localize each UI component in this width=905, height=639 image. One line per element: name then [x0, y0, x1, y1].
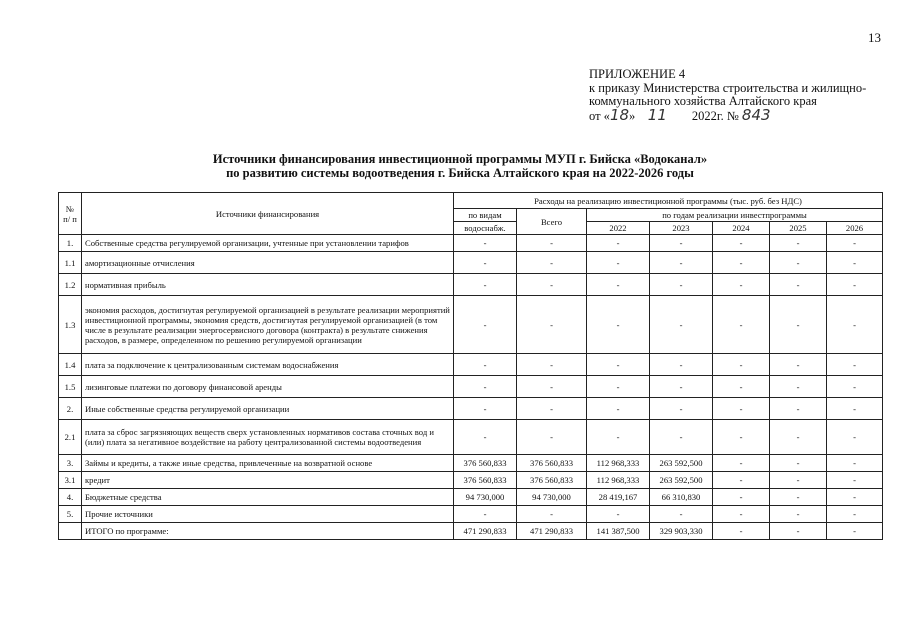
row-value: -: [770, 455, 827, 472]
page-number: 13: [868, 30, 881, 45]
row-value: -: [517, 420, 587, 455]
row-value: -: [454, 420, 517, 455]
table-row: [59, 398, 883, 420]
table-row: [59, 472, 883, 489]
header-by-type-sub: водоснабж.: [454, 222, 517, 235]
row-value: 263 592,500: [650, 472, 713, 489]
row-value: -: [713, 472, 770, 489]
appendix-header: [589, 68, 866, 123]
row-source: плата за сброс загрязняющих веществ сверх установленных нормативов состава сточных вод и (или) плата за негативное воздействие на работу централизованной системы водоотведения: [82, 420, 454, 455]
table-row: [59, 296, 883, 354]
row-value: -: [587, 274, 650, 296]
row-value: 112 968,333: [587, 472, 650, 489]
row-value: -: [517, 506, 587, 523]
header-expenses: Расходы на реализацию инвестиционной программы (тыс. руб. без НДС): [454, 193, 883, 209]
table-row: [59, 420, 883, 455]
date-prefix: от «: [589, 108, 610, 123]
row-value: -: [770, 252, 827, 274]
row-value: -: [827, 455, 883, 472]
row-number: 1.3: [59, 296, 82, 354]
row-value: -: [827, 354, 883, 376]
row-value: 376 560,833: [517, 472, 587, 489]
row-number: 3.1: [59, 472, 82, 489]
row-source: экономия расходов, достигнутая регулируемой организацией в результате реализации мероприятий инвестиционной программы, экономия средств, достигнутая регулируемой организацией (в том числе в результате реализации энергосервисного договора (контракта) в результате снижения расходов, в размере, определенном по решению регулируемой организации: [82, 296, 454, 354]
row-value: 376 560,833: [454, 472, 517, 489]
row-number: 1.: [59, 235, 82, 252]
row-source: Бюджетные средства: [82, 489, 454, 506]
row-value: -: [827, 376, 883, 398]
row-value: -: [770, 376, 827, 398]
row-source: амортизационные отчисления: [82, 252, 454, 274]
row-value: -: [827, 472, 883, 489]
row-value: -: [713, 274, 770, 296]
row-value: 329 903,330: [650, 523, 713, 540]
row-source: нормативная прибыль: [82, 274, 454, 296]
row-value: -: [770, 506, 827, 523]
row-value: -: [827, 296, 883, 354]
row-value: -: [770, 296, 827, 354]
row-value: -: [827, 252, 883, 274]
row-number: 3.: [59, 455, 82, 472]
row-value: -: [770, 489, 827, 506]
row-value: -: [517, 376, 587, 398]
row-value: -: [827, 523, 883, 540]
row-source: ИТОГО по программе:: [82, 523, 454, 540]
row-value: 141 387,500: [587, 523, 650, 540]
row-value: -: [517, 252, 587, 274]
header-year: 2025: [770, 222, 827, 235]
row-value: -: [454, 235, 517, 252]
row-value: -: [517, 398, 587, 420]
table-row: [59, 252, 883, 274]
row-value: 66 310,830: [650, 489, 713, 506]
table-row: [59, 489, 883, 506]
handwritten-day: 18: [609, 105, 630, 124]
row-value: -: [650, 252, 713, 274]
appendix-line1: к приказу Министерства строительства и жилищно-: [589, 80, 867, 95]
header-year: 2022: [587, 222, 650, 235]
row-number: 1.2: [59, 274, 82, 296]
table-row: [59, 506, 883, 523]
row-number: 1.4: [59, 354, 82, 376]
row-value: -: [770, 398, 827, 420]
row-value: -: [713, 455, 770, 472]
row-value: -: [827, 506, 883, 523]
row-value: -: [587, 296, 650, 354]
row-value: -: [770, 274, 827, 296]
row-value: 112 968,333: [587, 455, 650, 472]
row-value: -: [770, 420, 827, 455]
row-value: -: [650, 354, 713, 376]
row-value: -: [587, 420, 650, 455]
header-by-type: по видам: [454, 209, 517, 222]
row-value: -: [454, 274, 517, 296]
header-year: 2023: [650, 222, 713, 235]
row-value: -: [827, 235, 883, 252]
header-total: Всего: [517, 209, 587, 235]
row-value: 263 592,500: [650, 455, 713, 472]
row-number: 4.: [59, 489, 82, 506]
table-row: [59, 274, 883, 296]
row-source: Иные собственные средства регулируемой организации: [82, 398, 454, 420]
row-number: 2.: [59, 398, 82, 420]
row-value: -: [713, 354, 770, 376]
row-value: -: [650, 398, 713, 420]
row-value: -: [587, 252, 650, 274]
row-value: -: [454, 506, 517, 523]
row-value: -: [713, 523, 770, 540]
row-value: -: [713, 420, 770, 455]
row-source: кредит: [82, 472, 454, 489]
row-value: -: [517, 354, 587, 376]
header-by-years: по годам реализации инвестпрограммы: [587, 209, 883, 222]
header-source: Источники финансирования: [82, 193, 454, 235]
row-value: -: [827, 420, 883, 455]
row-value: -: [827, 398, 883, 420]
row-number: [59, 523, 82, 540]
row-value: -: [650, 296, 713, 354]
row-value: -: [517, 235, 587, 252]
row-value: -: [454, 376, 517, 398]
row-source: Прочие источники: [82, 506, 454, 523]
row-value: -: [827, 274, 883, 296]
row-value: 94 730,000: [454, 489, 517, 506]
row-value: 376 560,833: [454, 455, 517, 472]
date-mid: »: [629, 108, 636, 123]
table-row: [59, 455, 883, 472]
row-value: -: [517, 274, 587, 296]
row-number: 1.5: [59, 376, 82, 398]
appendix-title: ПРИЛОЖЕНИЕ 4: [589, 67, 686, 81]
appendix-date-line: [589, 105, 866, 124]
row-value: 471 290,833: [454, 523, 517, 540]
row-value: -: [770, 354, 827, 376]
row-source: лизинговые платежи по договору финансовой аренды: [82, 376, 454, 398]
row-value: -: [454, 252, 517, 274]
row-value: -: [713, 252, 770, 274]
row-value: -: [587, 354, 650, 376]
row-value: -: [650, 274, 713, 296]
row-value: -: [713, 235, 770, 252]
row-value: -: [587, 506, 650, 523]
row-value: -: [454, 354, 517, 376]
row-value: 28 419,167: [587, 489, 650, 506]
table-row: [59, 376, 883, 398]
table-body: [59, 235, 883, 540]
table-row: [59, 354, 883, 376]
title-line1: Источники финансирования инвестиционной программы МУП г. Бийска «Водоканал»: [212, 152, 708, 166]
row-value: -: [587, 235, 650, 252]
financing-table: [58, 192, 883, 540]
row-value: -: [770, 523, 827, 540]
row-value: -: [517, 296, 587, 354]
row-value: -: [770, 235, 827, 252]
header-year: 2024: [713, 222, 770, 235]
row-source: Займы и кредиты, а также иные средства, привлеченные на возвратной основе: [82, 455, 454, 472]
row-source: Собственные средства регулируемой организации, учтенные при установлении тарифов: [82, 235, 454, 252]
row-value: -: [713, 296, 770, 354]
row-source: плата за подключение к централизованным системам водоснабжения: [82, 354, 454, 376]
handwritten-month: 11: [647, 105, 667, 124]
table-row: [59, 523, 883, 540]
row-value: -: [650, 235, 713, 252]
table-row: [59, 235, 883, 252]
row-number: 1.1: [59, 252, 82, 274]
row-number: 5.: [59, 506, 82, 523]
header-num: № п/ п: [59, 193, 82, 235]
row-value: -: [650, 420, 713, 455]
row-value: -: [650, 506, 713, 523]
row-value: 376 560,833: [517, 455, 587, 472]
row-value: -: [713, 489, 770, 506]
header-year: 2026: [827, 222, 883, 235]
handwritten-number: 843: [741, 105, 771, 124]
row-value: 94 730,000: [517, 489, 587, 506]
appendix-line2: коммунального хозяйства Алтайского края: [589, 94, 817, 109]
row-value: -: [713, 398, 770, 420]
row-value: -: [650, 376, 713, 398]
row-value: -: [770, 472, 827, 489]
row-value: -: [454, 398, 517, 420]
row-value: -: [454, 296, 517, 354]
title-line2: по развитию системы водоотведения г. Бийска Алтайского края на 2022-2026 годы: [226, 166, 694, 180]
row-value: -: [587, 376, 650, 398]
row-value: -: [713, 506, 770, 523]
row-value: -: [587, 398, 650, 420]
document-title: [70, 152, 850, 180]
row-value: -: [713, 376, 770, 398]
row-number: 2.1: [59, 420, 82, 455]
row-value: -: [827, 489, 883, 506]
row-value: 471 290,833: [517, 523, 587, 540]
date-year: 2022г. №: [691, 108, 739, 123]
